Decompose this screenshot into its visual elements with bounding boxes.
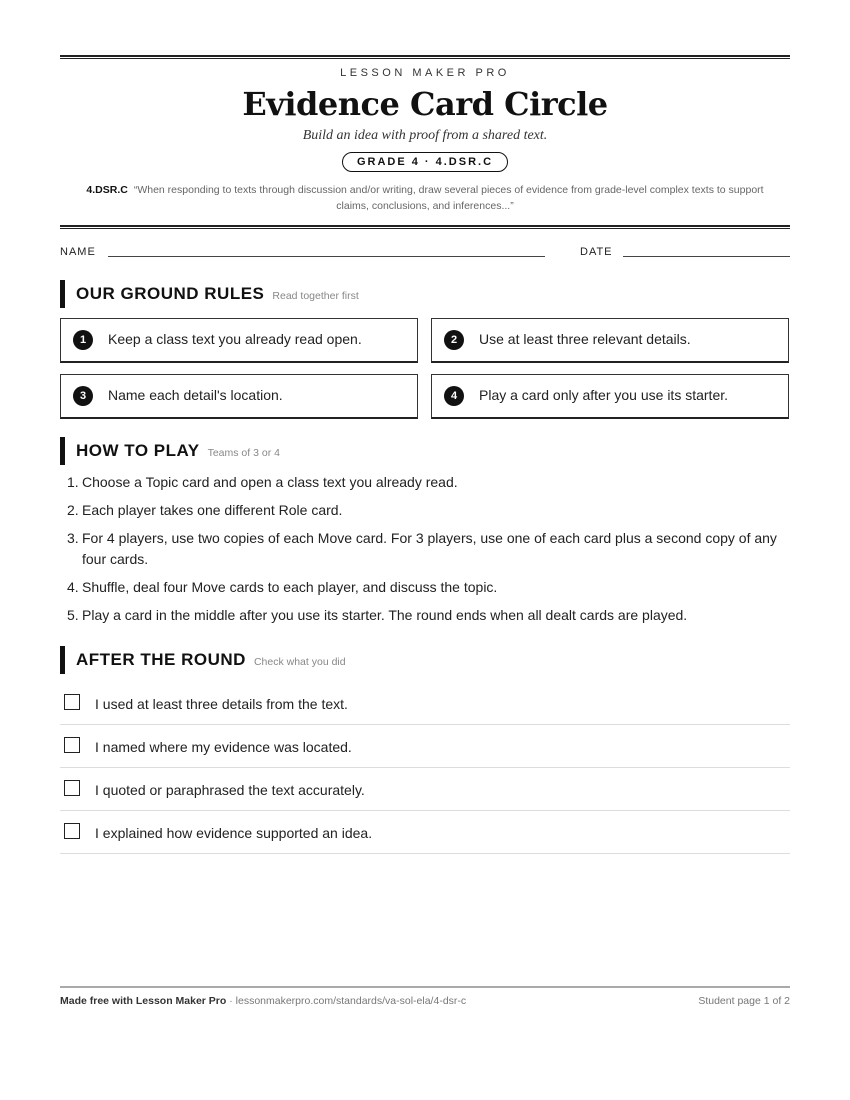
after-round-checklist bbox=[60, 682, 790, 854]
checklist-text: I used at least three details from the text. bbox=[95, 696, 348, 712]
name-label: NAME bbox=[60, 246, 96, 258]
ground-rule-card bbox=[60, 318, 418, 363]
header-bottom-rule bbox=[60, 225, 790, 229]
step-item bbox=[60, 528, 790, 570]
after-round-note: Check what you did bbox=[253, 656, 346, 668]
rule-text: Keep a class text you already read open. bbox=[108, 331, 362, 347]
step-text: Choose a Topic card and open a class text you already read. bbox=[82, 474, 458, 490]
how-to-play-note: Teams of 3 or 4 bbox=[207, 447, 280, 459]
step-text: Play a card in the middle after you use its starter. The round ends when all dealt cards are played. bbox=[82, 607, 688, 623]
name-date-row bbox=[60, 246, 790, 262]
how-to-play-steps bbox=[60, 472, 790, 633]
ground-rule-card bbox=[431, 318, 789, 363]
checkbox[interactable] bbox=[64, 737, 80, 753]
footer-brand: Made free with Lesson Maker Pro bbox=[60, 995, 227, 1007]
checklist-text: I explained how evidence supported an idea. bbox=[95, 825, 373, 841]
section-accent-bar bbox=[60, 437, 65, 465]
ground-rules-heading: OUR GROUND RULES bbox=[76, 284, 265, 303]
checkbox[interactable] bbox=[64, 823, 80, 839]
rule-number-badge: 3 bbox=[73, 386, 93, 406]
ground-rule-card bbox=[431, 374, 789, 419]
footer-rule bbox=[60, 986, 790, 988]
checklist-item bbox=[60, 725, 790, 768]
rule-number-badge: 2 bbox=[444, 330, 464, 350]
grade-badge: GRADE 4 · 4.DSR.C bbox=[342, 152, 508, 172]
step-number: 4. bbox=[67, 579, 79, 595]
name-field[interactable] bbox=[108, 256, 545, 257]
page-footer bbox=[60, 995, 790, 1007]
ground-rules-note: Read together first bbox=[272, 290, 359, 302]
checklist-text: I quoted or paraphrased the text accurately. bbox=[95, 782, 365, 798]
rule-number-badge: 4 bbox=[444, 386, 464, 406]
how-to-play-heading: HOW TO PLAY bbox=[76, 441, 200, 460]
step-text: For 4 players, use two copies of each Move card. For 3 players, use one of each card plus a second copy of any four cards. bbox=[82, 530, 777, 567]
rule-text: Use at least three relevant details. bbox=[479, 331, 691, 347]
footer-url[interactable]: · lessonmakerpro.com/standards/va-sol-ela/4-dsr-c bbox=[226, 995, 467, 1007]
standard-statement bbox=[70, 182, 780, 214]
rule-text: Name each detail's location. bbox=[108, 387, 283, 403]
section-heading bbox=[76, 441, 280, 461]
step-item bbox=[60, 577, 790, 598]
section-accent-bar bbox=[60, 280, 65, 308]
standard-text: “When responding to texts through discussion and/or writing, draw several pieces of evidence from grade-level complex texts to support claims, conclusions, and inferences...” bbox=[133, 184, 764, 212]
checkbox[interactable] bbox=[64, 694, 80, 710]
page-subtitle: Build an idea with proof from a shared text. bbox=[302, 128, 548, 143]
brand-eyebrow: LESSON MAKER PRO bbox=[340, 67, 510, 79]
section-heading bbox=[76, 284, 359, 304]
checklist-item bbox=[60, 811, 790, 854]
step-number: 3. bbox=[67, 530, 79, 546]
after-round-heading: AFTER THE ROUND bbox=[76, 650, 246, 669]
checklist-item bbox=[60, 682, 790, 725]
step-number: 1. bbox=[67, 474, 79, 490]
date-field[interactable] bbox=[623, 256, 790, 257]
step-item bbox=[60, 500, 790, 521]
grade-badge-wrap bbox=[60, 152, 790, 172]
step-number: 5. bbox=[67, 607, 79, 623]
ground-rule-card bbox=[60, 374, 418, 419]
worksheet-page bbox=[60, 0, 790, 1100]
section-accent-bar bbox=[60, 646, 65, 674]
rule-number-badge: 1 bbox=[73, 330, 93, 350]
checklist-text: I named where my evidence was located. bbox=[95, 739, 352, 755]
step-item bbox=[60, 605, 790, 626]
step-text: Each player takes one different Role card. bbox=[82, 502, 343, 518]
step-number: 2. bbox=[67, 502, 79, 518]
page-number: Student page 1 of 2 bbox=[698, 995, 790, 1007]
checklist-item bbox=[60, 768, 790, 811]
checkbox[interactable] bbox=[64, 780, 80, 796]
step-text: Shuffle, deal four Move cards to each player, and discuss the topic. bbox=[82, 579, 498, 595]
date-label: DATE bbox=[580, 246, 613, 258]
rule-text: Play a card only after you use its starter. bbox=[479, 387, 729, 403]
step-item bbox=[60, 472, 790, 493]
standard-code: 4.DSR.C bbox=[86, 184, 128, 196]
section-heading bbox=[76, 650, 346, 670]
top-double-rule bbox=[60, 55, 790, 59]
page-title: Evidence Card Circle bbox=[242, 85, 608, 123]
